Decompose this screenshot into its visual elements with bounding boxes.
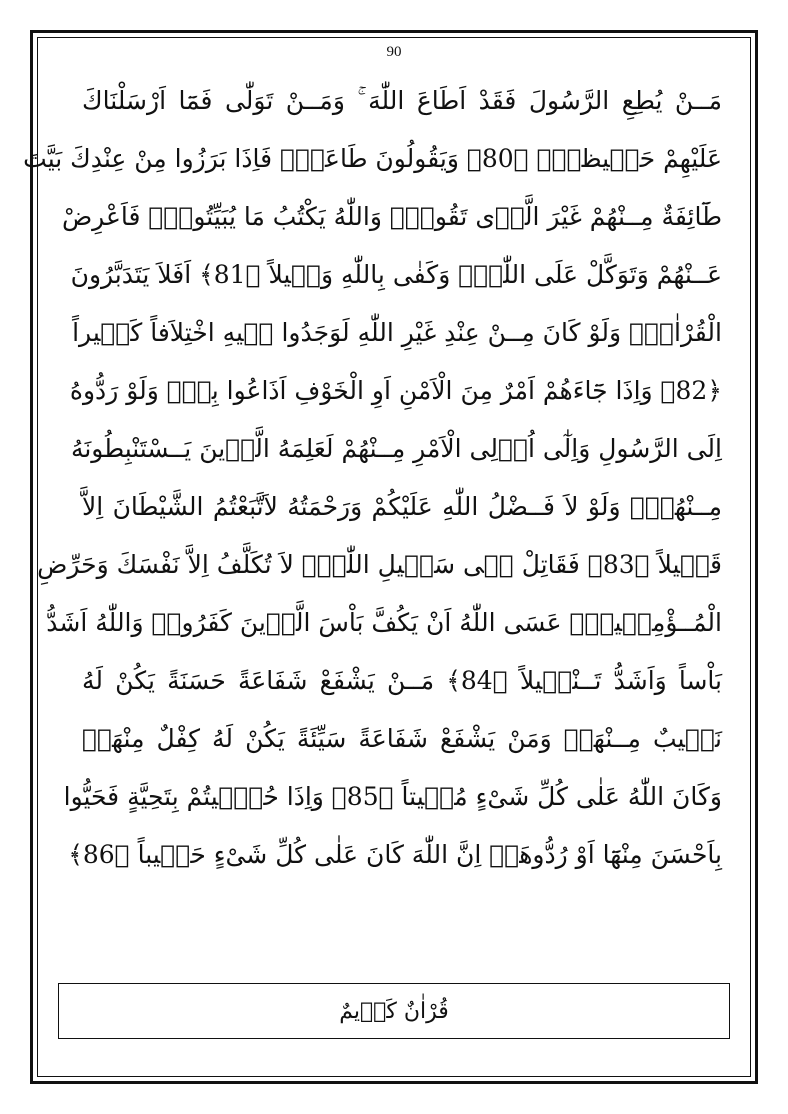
text-line: الْقُرْاٰنَۜ وَلَوْ كَانَ مِــنْ عِنْدِ غَيْرِ اللّٰهِ لَوَجَدُوا فٖيهِ اخْتِلاَفاً كَثٖيراً — [72, 318, 722, 347]
text-line: بَاْساً وَاَشَدُّ تَــنْكٖيلاً ﴿84﴾ مَــنْ يَشْفَعْ شَفَاعَةً حَسَنَةً يَكُنْ لَهُ — [82, 666, 722, 695]
text-line: نَصٖيبٌ مِــنْهَاۚ وَمَنْ يَشْفَعْ شَفَاعَةً سَيِّئَةً يَكُنْ لَهُ كِفْلٌ مِنْهَاۜ — [82, 724, 723, 753]
text-line: اِلَى الرَّسُولِ وَاِلٰٓى اُو۬لِى الْاَمْرِ مِــنْهُمْ لَعَلِمَهُ الَّذٖينَ يَــسْتَنْبِطُونَهُ — [70, 434, 722, 463]
text-line: طَٓائِفَةٌ مِــنْهُمْ غَيْرَ الَّذٖى تَقُولُۜ وَاللّٰهُ يَكْتُبُ مَا يُبَيِّتُونَۚ فَاَعْرِضْ — [61, 202, 722, 231]
text-line: عَلَيْهِمْ حَفٖيظاًۜ ﴿80﴾ وَيَقُولُونَ طَاعَةٌۘ فَاِذَا بَرَزُوا مِنْ عِنْدِكَ بَيَّتَ — [23, 144, 722, 173]
text-line: بِاَحْسَنَ مِنْهَٓا اَوْ رُدُّوهَاۜ اِنَّ اللّٰهَ كَانَ عَلٰى كُلِّ شَىْءٍ حَسٖيباً ﴿86﴾ — [68, 840, 722, 869]
footer-title: قُرْاٰنٌ كَرٖيمٌ — [339, 998, 449, 1024]
page-number: 90 — [386, 44, 402, 60]
text-line: وَكَانَ اللّٰهُ عَلٰى كُلِّ شَىْءٍ مُقٖيتاً ﴿85﴾ وَاِذَا حُيّٖيتُمْ بِتَحِيَّةٍ فَحَيُّوا — [63, 782, 722, 811]
footer-title-box — [58, 983, 730, 1039]
text-line: عَــنْهُمْ وَتَوَكَّلْ عَلَى اللّٰهِۜ وَكَفٰى بِاللّٰهِ وَكٖيلاً ﴿81﴾ اَفَلاَ يَتَدَبَّرُونَ — [70, 260, 722, 289]
text-line: ﴿82﴾ وَاِذَا جَٓاءَهُمْ اَمْرٌ مِنَ الْاَمْنِ اَوِ الْخَوْفِ اَذَاعُوا بِهٖۜ وَلَوْ رَدُّوهُ — [69, 376, 722, 405]
text-line: مَــنْ يُطِعِ الرَّسُولَ فَقَدْ اَطَاعَ اللّٰهَ ۚ وَمَــنْ تَوَلّٰى فَمَٓا اَرْسَلْنَاكَ — [82, 86, 722, 115]
text-line: مِــنْهُمْۜ وَلَوْ لاَ فَــضْلُ اللّٰهِ عَلَيْكُمْ وَرَحْمَتُهُ لاَتَّبَعْتُمُ الشَّيْطَانَ اِلاَّ — [82, 492, 722, 521]
quran-text-block — [23, 72, 723, 884]
text-line: الْمُــؤْمِنٖينَۚ عَسَى اللّٰهُ اَنْ يَكُفَّ بَاْسَ الَّذٖينَ كَفَرُواۜ وَاللّٰهُ اَشَدُّ — [46, 608, 722, 637]
text-line: قَلٖيلاً ﴿83﴾ فَقَاتِلْ فٖى سَبٖيلِ اللّٰهِۚ لاَ تُكَلَّفُ اِلاَّ نَفْسَكَ وَحَرِّضِ — [37, 550, 722, 579]
